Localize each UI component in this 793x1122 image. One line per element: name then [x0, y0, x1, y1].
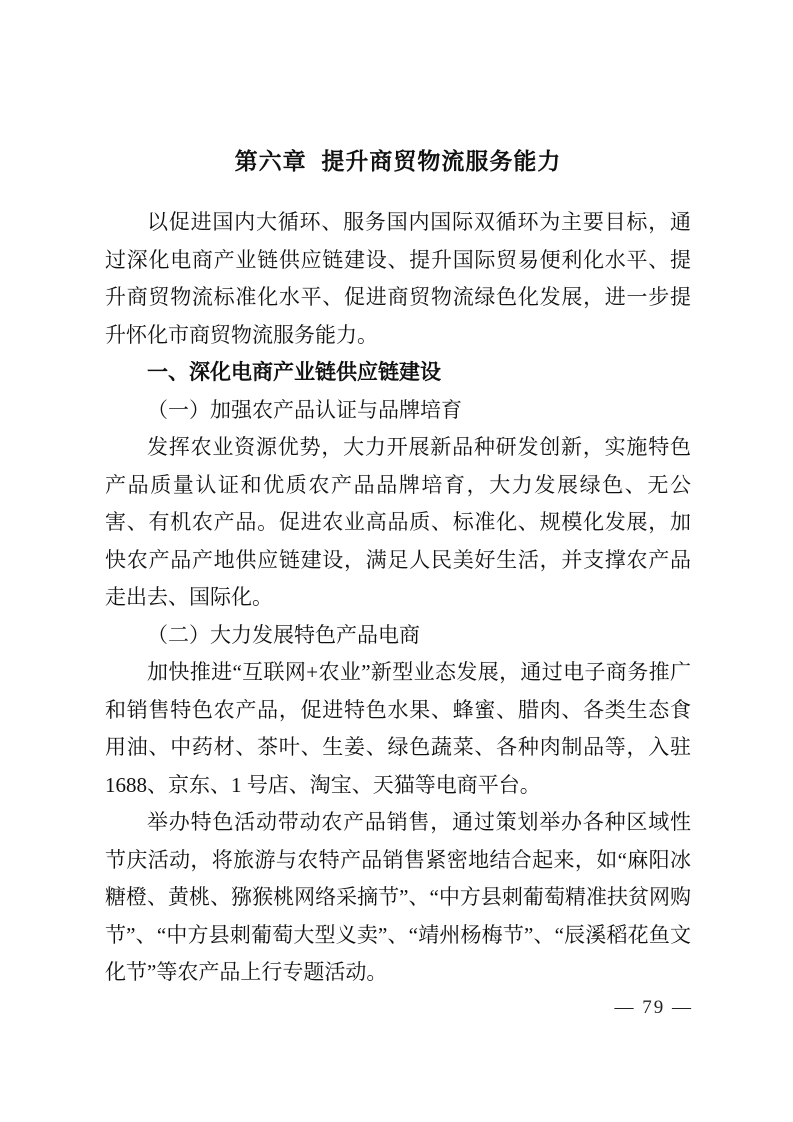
section-heading-1: 一、深化电商产业链供应链建设 [147, 361, 441, 384]
paragraph-intro: 以促进国内大循环、服务国内国际双循环为主要目标，通过深化电商产业链供应链建设、提升国际贸易便利化水平、提升商贸物流标准化水平、促进商贸物流绿色化发展，进一步提升怀化市商贸物流服务能力。 [105, 210, 691, 347]
paragraph-ecommerce-platforms: 加快推进“互联网+农业”新型业态发展，通过电子商务推广和销售特色农产品，促进特色水果、蜂蜜、腊肉、各类生态食用油、中药材、茶叶、生姜、绿色蔬菜、各种肉制品等，入驻1688、京东、1 号店、淘宝、天猫等电商平台。 [105, 660, 691, 797]
subsection-heading-2: （二）大力发展特色产品电商 [147, 622, 420, 647]
page-content [105, 142, 691, 992]
paragraph-agriculture-brand: 发挥农业资源优势，大力开展新品种研发创新，实施特色产品质量认证和优质农产品品牌培育，大力发展绿色、无公害、有机农产品。促进农业高品质、标准化、规模化发展，加快农产品产地供应链建设，满足人民美好生活，并支撑农产品走出去、国际化。 [105, 435, 691, 609]
subsection-heading-1: （一）加强农产品认证与品牌培育 [147, 397, 462, 422]
page-number: — 79 — [614, 997, 693, 1018]
paragraph-festival-activities: 举办特色活动带动农产品销售，通过策划举办各种区域性节庆活动，将旅游与农特产品销售紧密地结合起来，如“麻阳冰糖橙、黄桃、猕猴桃网络采摘节”、“中方县刺葡萄精准扶贫网购节”、“中方县刺葡萄大型义卖”、“靖州杨梅节”、“辰溪稻花鱼文化节”等农产品上行专题活动。 [105, 810, 691, 984]
chapter-title: 第六章 提升商贸物流服务能力 [234, 148, 562, 174]
